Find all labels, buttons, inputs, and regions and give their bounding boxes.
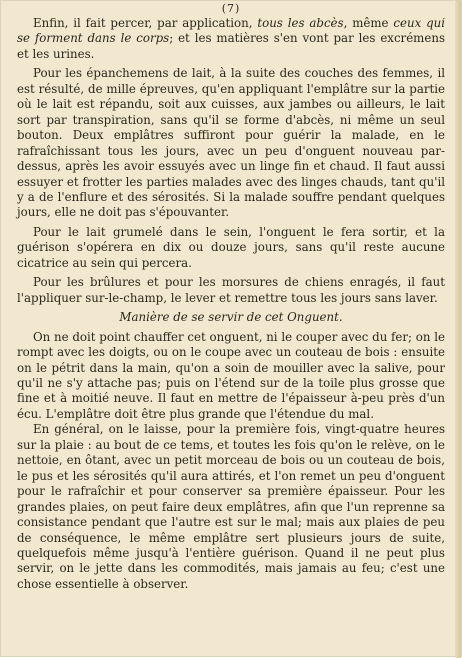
paragraph-epanchemens-lait: Pour les épanchemens de lait, à la suite des couches des femmes, il est résulté, de mille épreuves, qu'en appliquant l'emplâtre sur la partie où le lait est répandu, soit aux cuisses, aux jambes ou ailleurs, le lait sort par transpiration, sans qu'il se forme d'abcès, ni même un seul bouton. Deux emplâtres suffiront pour guérir la malade, en le rafraîchissant tous les jours, avec un peu d'onguent nouveau par-dessus, après les avoir essuyés avec un linge fin et chaud. Il faut aussi essuyer et frotter les parties malades avec des linges chauds, tant qu'il y a de l'enflure et des sérosités. Si la malade souffre pendant quelques jours, elle ne doit pas s'épouvanter. [17,66,445,220]
paragraph-brulures: Pour les brûlures et pour les morsures de chiens enragés, il faut l'appliquer sur-le-champ, le lever et remettre tous les jours sans laver. [17,275,445,305]
italic-run: ceux qui se forment dans le corps [17,16,446,46]
paragraph-chauffer: On ne doit point chauffer cet onguent, ni le couper avec du fer; on le rompt avec les doigts, ou on le coupe avec un couteau de bois : ensuite on le pétrit dans la main, qu'on a soin de mouiller avec la salive, pour qu'il ne s'y attache pas; puis on l'étend sur de la toile plus grosse que fine et à moitié neuve. Il faut en mettre de l'épaisseur à-peu près d'un écu. L'emplâtre doit être plus grande que l'étendue du mal. [17,329,445,421]
page-number: (7) [221,2,241,15]
paragraph-lait-grumele: Pour le lait grumelé dans le sein, l'onguent le fera sortir, et la guérison s'opérera en dix ou douze jours, sans qu'il reste aucune cicatrice au sein qui percera. [17,224,445,270]
paragraph-en-general: En général, on le laisse, pour la première fois, vingt-quatre heures sur la plaie : au bout de ce tems, et toutes les fois qu'on le relève, on le nettoie, en ôtant, avec un petit morceau de bois ou un couteau de bois, le pus et les sérosités qu'il aura attirés, et l'on remet un peu d'onguent pour le rafraîchir et pour conserver sa première épaisseur. Pour les grandes plaies, on peut faire deux emplâtres, afin que l'un reprenne sa consistance pendant que l'autre est sur le mal; mais aux plaies de peu de conséquence, le même emplâtre sert plusieurs jours de suite, quelquefois même jusqu'à l'entière guérison. Quand il ne peut plus servir, on le jette dans les commodités, mais jamais au feu; c'est une chose essentielle à observer. [17,422,445,591]
section-heading: Manière de se servir de cet Onguent. [119,310,343,325]
text-run: ; et les matières s'en vont par les excrémens et les urines. [17,31,445,61]
paragraph-abces [17,16,445,62]
text-run: , même [343,16,394,30]
italic-run: tous les abcès [257,16,344,30]
page-text-block [17,3,445,592]
text-run: Enfin, il fait percer, par application, [33,16,258,30]
page-edge [455,1,461,658]
